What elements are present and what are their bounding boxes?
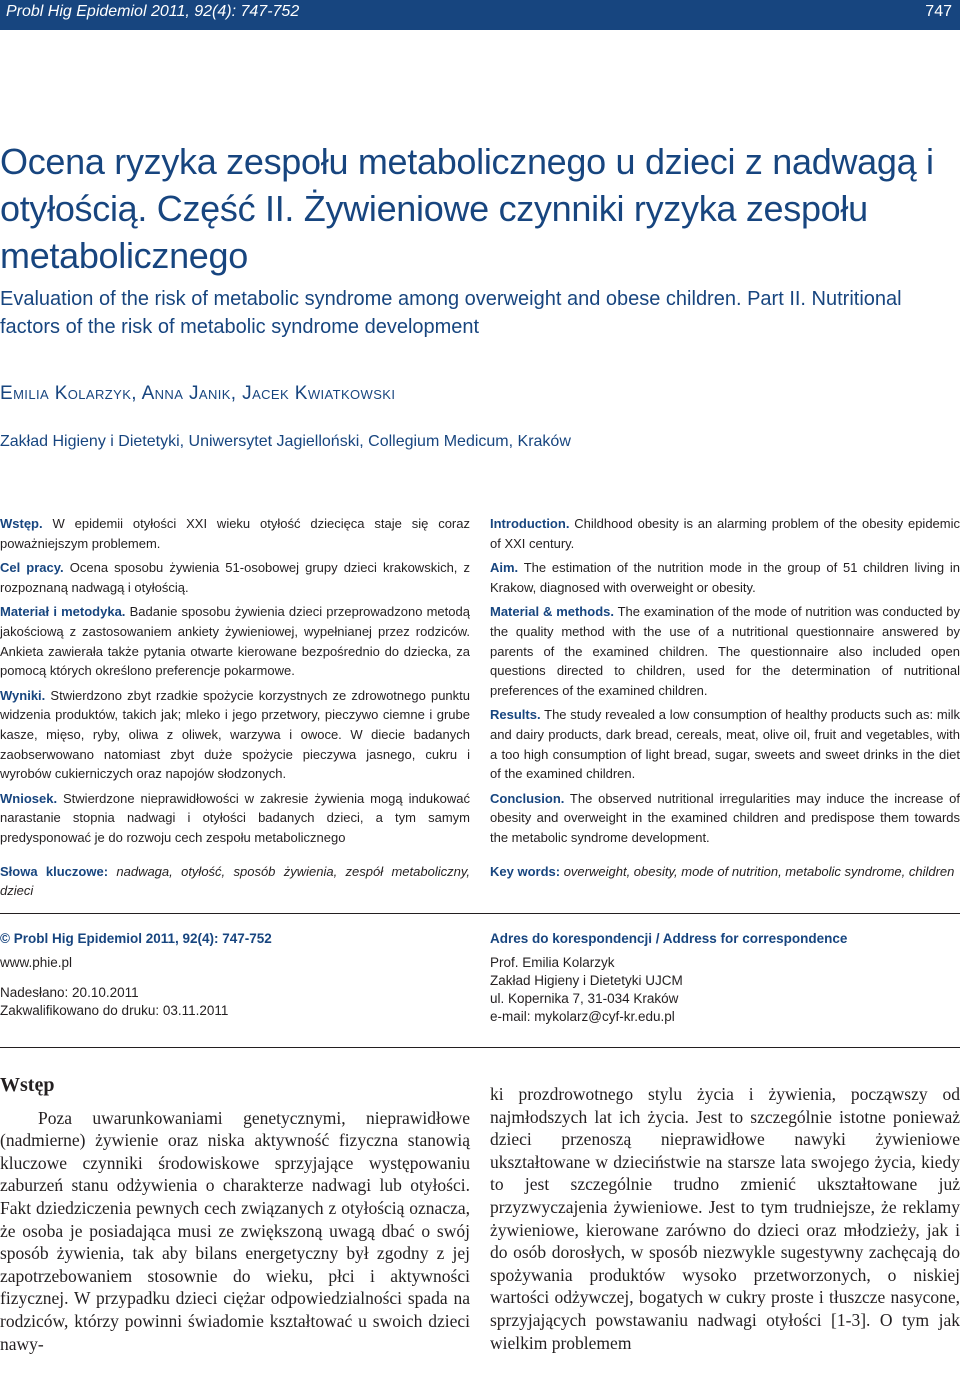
correspondence-name: Prof. Emilia Kolarzyk [490, 955, 615, 970]
abstract-en-conclusion [490, 789, 960, 848]
abstract-en-keywords-label: Key words: [490, 863, 561, 879]
abstract-en-results-label: Results. [490, 707, 541, 723]
abstract-pl-intro-text: W epidemii otyłości XXI wieku otyłość dziecięca staje się coraz poważniejszym problemem. [0, 516, 470, 551]
abstract-en-results-text: The study revealed a low consumption of healthy products such as: milk and dairy products, dark bread, cereals, meat, olive oil, fruit and vegetables, with a too high consumption of light bread, sugar, sweets and sweet drinks in the diet of the examined children. [490, 707, 960, 782]
abstract-polish [0, 514, 470, 906]
abstract-en-methods [490, 602, 960, 700]
abstract-pl-methods-label: Materiał i metodyka. [0, 604, 126, 620]
abstract-pl-methods [0, 602, 470, 680]
abstract-pl-keywords-text: nadwaga, otyłość, sposób żywienia, zespół metaboliczny, dzieci [0, 863, 470, 899]
correspondence-street: ul. Kopernika 7, 31-034 Kraków [490, 991, 679, 1006]
abstract-pl-conclusion [0, 789, 470, 848]
abstract-pl-keywords [0, 862, 470, 901]
abstract-en-keywords-text: overweight, obesity, mode of nutrition, metabolic syndrome, children [563, 863, 955, 879]
abstract-en-intro [490, 514, 960, 553]
article-title-english: Evaluation of the risk of metabolic syndrome among overweight and obese children. Part II. Nutritional factors of the risk of metabolic syndrome development [0, 288, 902, 338]
abstract-en-aim-text: The estimation of the nutrition mode in the group of 51 children living in Krakow, diagnosed with overweight or obesity. [490, 560, 960, 595]
correspondence-info [490, 930, 960, 1026]
abstract-pl-results-text: Stwierdzono zbyt rzadkie spożycie korzystnych ze zdrowotnego punktu widzenia produktów, takich jak; mleko i jego przetwory, pieczywo ciemne i grube kasze, mięso, ryby, oliwa z oliwek, warzywa i owoce. W diecie badanych zaobserwowano natomiast zbyt duże spożycie pieczywa jasnego, cukru i wyrobów cukierniczych oraz napojów słodzonych. [0, 687, 470, 782]
journal-url: www.phie.pl [0, 955, 73, 970]
abstract-en-methods-label: Material & methods. [490, 604, 614, 620]
body-column-right [490, 1083, 960, 1354]
article-affiliation: Zakład Higieny i Dietetyki, Uniwersytet Jagielloński, Collegium Medicum, Kraków [0, 433, 571, 450]
abstract-pl-aim-label: Cel pracy. [0, 560, 64, 576]
accepted-date: Zakwalifikowano do druku: 03.11.2011 [0, 1003, 229, 1018]
abstract-pl-conclusion-label: Wniosek. [0, 790, 58, 806]
article-title-polish: Ocena ryzyka zespołu metabolicznego u dzieci z nadwagą i otyłością. Część II. Żywieniowe czynniki ryzyka zespołu metabolicznego [0, 141, 934, 276]
abstract-pl-results-label: Wyniki. [0, 687, 46, 703]
citation-line: © Probl Hig Epidemiol 2011, 92(4): 747-752 [0, 931, 272, 946]
abstract-pl-conclusion-text: Stwierdzone nieprawidłowości w zakresie żywienia mogą indukować narastanie stopnia nadwagi i otyłości badanych dzieci, a tym samym predysponować je do rozwoju cech zespołu metabolicznego [0, 790, 470, 845]
abstract-en-aim [490, 558, 960, 597]
abstract-en-intro-text: Childhood obesity is an alarming problem of the obesity epidemic of XXI century. [490, 516, 960, 551]
body-paragraph: ki prozdrowotnego stylu życia i żywienia, począwszy od najmłodszych lat ich życia. Jest to szczególnie istotne ponieważ dzieci przenoszą nieprawidłowe nawyki żywieniowe ukształtowane w dzieciństwie na starsze lata swojego życia, kiedy to jest szczególnie trudno zmienić ukształtowane już przyzwyczajenia żywieniowe. Jest to tym trudniejsze, że reklamy żywieniowe, kierowane zarówno do dzieci oraz młodzieży, jak i do osób dorosłych, w sposób niezwykle sugestywny zachęcają do spożywania produktów wysoko przetworzonych, o niskiej wartości odżywczej, bogatych w cukry proste i tłuszcze nasycone, sprzyjających powstawaniu nadwagi otyłości [1-3]. O tym jak wielkim problemem [490, 1084, 960, 1353]
publication-info [0, 930, 470, 1020]
divider-line [0, 913, 960, 914]
abstract-english [490, 514, 960, 886]
abstract-pl-results [0, 686, 470, 784]
abstract-pl-methods-text: Badanie sposobu żywienia dzieci przeprowadzono metodą jakościową z zastosowaniem ankiety żywieniowej, wypełnianej przez rodziców. Ankieta zawierała także pytania otwarte kierowane bezpośrednio do dziecka, za pomocą których określono preferencje pokarmowe. [0, 604, 470, 679]
correspondence-department: Zakład Higieny i Dietetyki UJCM [490, 973, 683, 988]
abstract-en-keywords [490, 862, 960, 882]
body-paragraph: Poza uwarunkowaniami genetycznymi, nieprawidłowe (nadmierne) żywienie oraz niska aktywność fizyczna stanowią kluczowe czynniki środowiskowe sprzyjające występowaniu zaburzeń stanu odżywienia o charakterze nadwagi lub otyłości. Fakt dziedziczenia pewnych cech związanych z otyłością oznacza, że osoba je posiadająca musi ze zwiększoną uwagą dbać o swój sposób żywienia, tak aby bilans energetyczny był zgodny z jej zapotrzebowaniem stosownie do wieku, płci i aktywności fizycznej. W przypadku dzieci ciężar odpowiedzialności spada na rodziców, którzy powinni świadomie kształtować u swoich dzieci nawy- [0, 1107, 470, 1354]
divider-line [0, 1047, 960, 1048]
body-column-left [0, 1074, 470, 1355]
correspondence-email: e-mail: mykolarz@cyf-kr.edu.pl [490, 1009, 675, 1024]
journal-header-bar [0, 0, 960, 30]
correspondence-heading: Adres do korespondencji / Address for correspondence [490, 931, 848, 946]
abstract-pl-intro [0, 514, 470, 553]
section-heading-intro: Wstęp [0, 1074, 55, 1096]
abstract-pl-intro-label: Wstęp. [0, 516, 43, 531]
abstract-en-conclusion-label: Conclusion. [490, 790, 565, 806]
received-date: Nadesłano: 20.10.2011 [0, 985, 139, 1000]
abstract-pl-aim [0, 558, 470, 597]
page-number: 747 [925, 3, 952, 20]
abstract-pl-aim-text: Ocena sposobu żywienia 51-osobowej grupy dzieci krakowskich, z rozpoznaną nadwagą i otyłością. [0, 560, 470, 595]
abstract-pl-keywords-label: Słowa kluczowe: [0, 863, 109, 879]
article-authors: Emilia Kolarzyk, Anna Janik, Jacek Kwiatkowski [0, 383, 396, 404]
abstract-en-conclusion-text: The observed nutritional irregularities may induce the increase of obesity and overweight in the examined children and predispose them towards the metabolic syndrome development. [490, 790, 960, 845]
abstract-en-methods-text: The examination of the mode of nutrition was conducted by the quality method with the use of a nutritional questionnaire answered by parents of the examined children. The questionnaire also included open questions directed to children, used for the determination of nutritional preferences of the examined children. [490, 604, 960, 698]
abstract-en-intro-label: Introduction. [490, 516, 570, 531]
journal-citation-header: Probl Hig Epidemiol 2011, 92(4): 747-752 [6, 3, 300, 20]
abstract-en-aim-label: Aim. [490, 560, 519, 576]
abstract-en-results [490, 705, 960, 783]
